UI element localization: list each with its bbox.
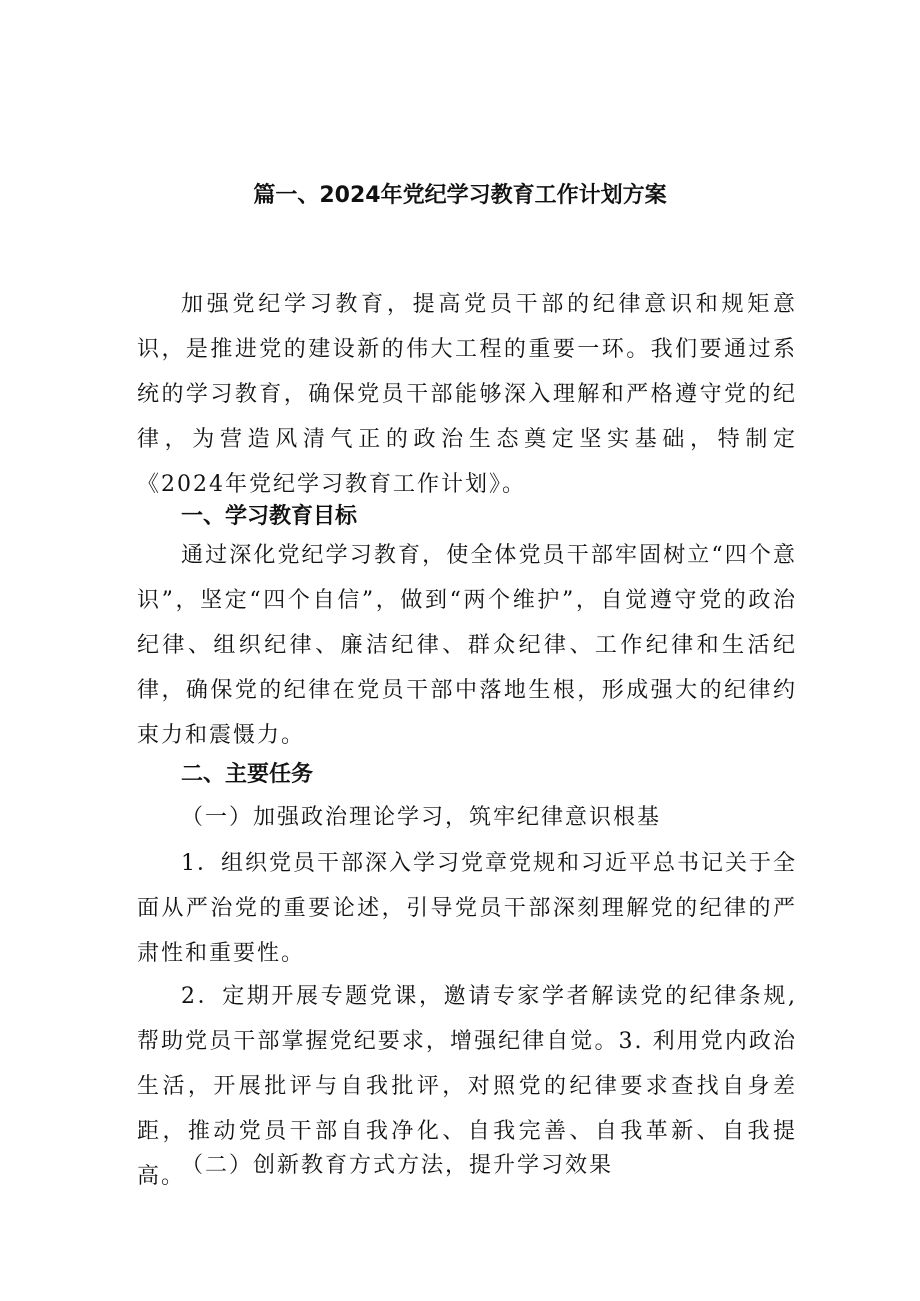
section-heading-goals: 一、学习教育目标 — [181, 504, 358, 529]
document-title: 篇一、2024年党纪学习教育工作计划方案 — [253, 183, 667, 208]
task-item-1: 1．组织党员干部深入学习党章党规和习近平总书记关于全面从严治党的重要论述，引导党员干部深刻理解党的纪律的严肃性和重要性。 — [137, 851, 797, 966]
subsection-heading-1: （一）加强政治理论学习，筑牢纪律意识根基 — [181, 805, 662, 830]
section-heading-tasks: 二、主要任务 — [181, 762, 314, 787]
goals-paragraph: 通过深化党纪学习教育，使全体党员干部牢固树立“四个意识”，坚定“四个自信”，做到“两个维护”，自觉遵守党的政治纪律、组织纪律、廉洁纪律、群众纪律、工作纪律和生活纪律，确保党的纪律在党员干部中落地生根，形成强大的纪律约束力和震慑力。 — [137, 543, 797, 748]
subsection-heading-2: （二）创新教育方式方法，提升学习效果 — [181, 1153, 614, 1178]
task-item-2: 2．定期开展专题党课，邀请专家学者解读党的纪律条规,帮助党员干部掌握党纪要求，增强纪律自觉。3. 利用党内政治生活，开展批评与自我批评，对照党的纪律要求查找自身差距，推动党员干部自我净化、自我完善、自我革新、自我提高。 — [137, 984, 797, 1189]
intro-paragraph: 加强党纪学习教育，提高党员干部的纪律意识和规矩意识，是推进党的建设新的伟大工程的重要一环。我们要通过系统的学习教育，确保党员干部能够深入理解和严格遵守党的纪律，为营造风清气正的政治生态奠定坚实基础，特制定《2024年党纪学习教育工作计划》。 — [137, 292, 797, 497]
